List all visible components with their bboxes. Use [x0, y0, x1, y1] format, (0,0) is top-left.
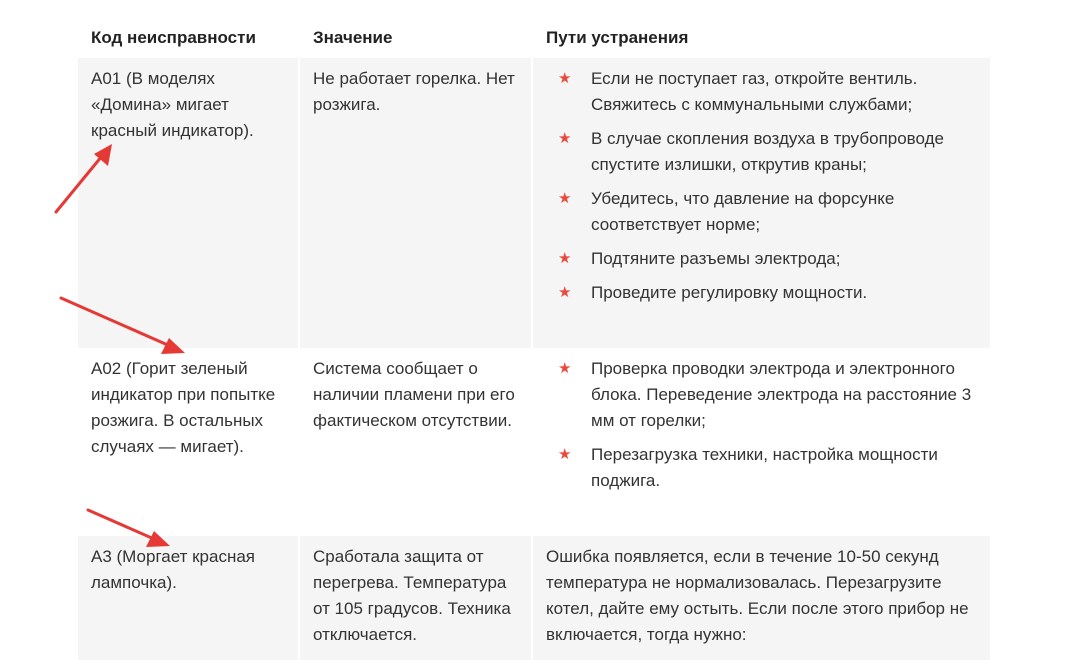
error-codes-table	[78, 18, 990, 660]
code-cell: A02 (Горит зеленый индикатор при попытке розжига. В остальных случаях — мигает).	[91, 359, 276, 456]
star-icon: ★	[558, 445, 572, 463]
fix-text: Если не поступает газ, откройте вентиль. Свяжитесь с коммунальными службами;	[591, 69, 918, 114]
star-icon: ★	[558, 189, 572, 207]
fixes-list	[546, 66, 980, 306]
red-arrow-icon	[50, 140, 120, 220]
header-fixes: Пути устранения	[546, 28, 689, 47]
star-icon: ★	[558, 359, 572, 377]
fixes-cell	[533, 348, 990, 536]
header-meaning: Значение	[313, 28, 393, 47]
fix-text: Подтяните разъемы электрода;	[591, 249, 841, 268]
fix-text: В случае скопления воздуха в трубопроводе спустите излишки, открутив краны;	[591, 129, 944, 174]
fixes-cell: Ошибка появляется, если в течение 10-50 секунд температура не нормализовалась. Перезагрузите котел, дайте ему остыть. Если после этого прибор не включается, тогда нужно:	[546, 547, 969, 644]
meaning-cell: Система сообщает о наличии пламени при его фактическом отсутствии.	[313, 359, 515, 430]
table-row	[78, 58, 990, 348]
code-cell: A01 (В моделях «Домина» мигает красный индикатор).	[78, 58, 300, 348]
red-arrow-icon	[82, 503, 182, 553]
fix-text: Проверка проводки электрода и электронного блока. Переведение электрода на расстояние 3 мм от горелки;	[591, 359, 972, 430]
meaning-cell: Сработала защита от перегрева. Температура от 105 градусов. Техника отключается.	[300, 536, 533, 660]
list-item	[546, 66, 980, 118]
star-icon: ★	[558, 129, 572, 147]
star-icon: ★	[558, 249, 572, 267]
red-arrow-icon	[55, 290, 195, 360]
list-item	[546, 126, 980, 178]
list-item	[546, 442, 980, 494]
table-row	[78, 348, 990, 536]
table-row	[78, 536, 990, 660]
code-cell: A3 (Моргает красная лампочка).	[78, 536, 300, 660]
fix-text: Проведите регулировку мощности.	[591, 283, 868, 302]
fix-text: Убедитесь, что давление на форсунке соответствует норме;	[591, 189, 895, 234]
fix-text: Перезагрузка техники, настройка мощности поджига.	[591, 445, 938, 490]
list-item	[546, 186, 980, 238]
star-icon: ★	[558, 69, 572, 87]
star-icon: ★	[558, 283, 572, 301]
fixes-cell	[533, 58, 990, 348]
header-code: Код неисправности	[91, 28, 256, 47]
list-item	[546, 356, 980, 434]
fixes-list	[546, 356, 980, 494]
list-item	[546, 246, 980, 272]
table-header	[78, 18, 990, 58]
list-item	[546, 280, 980, 306]
meaning-cell: Не работает горелка. Нет розжига.	[300, 58, 533, 348]
